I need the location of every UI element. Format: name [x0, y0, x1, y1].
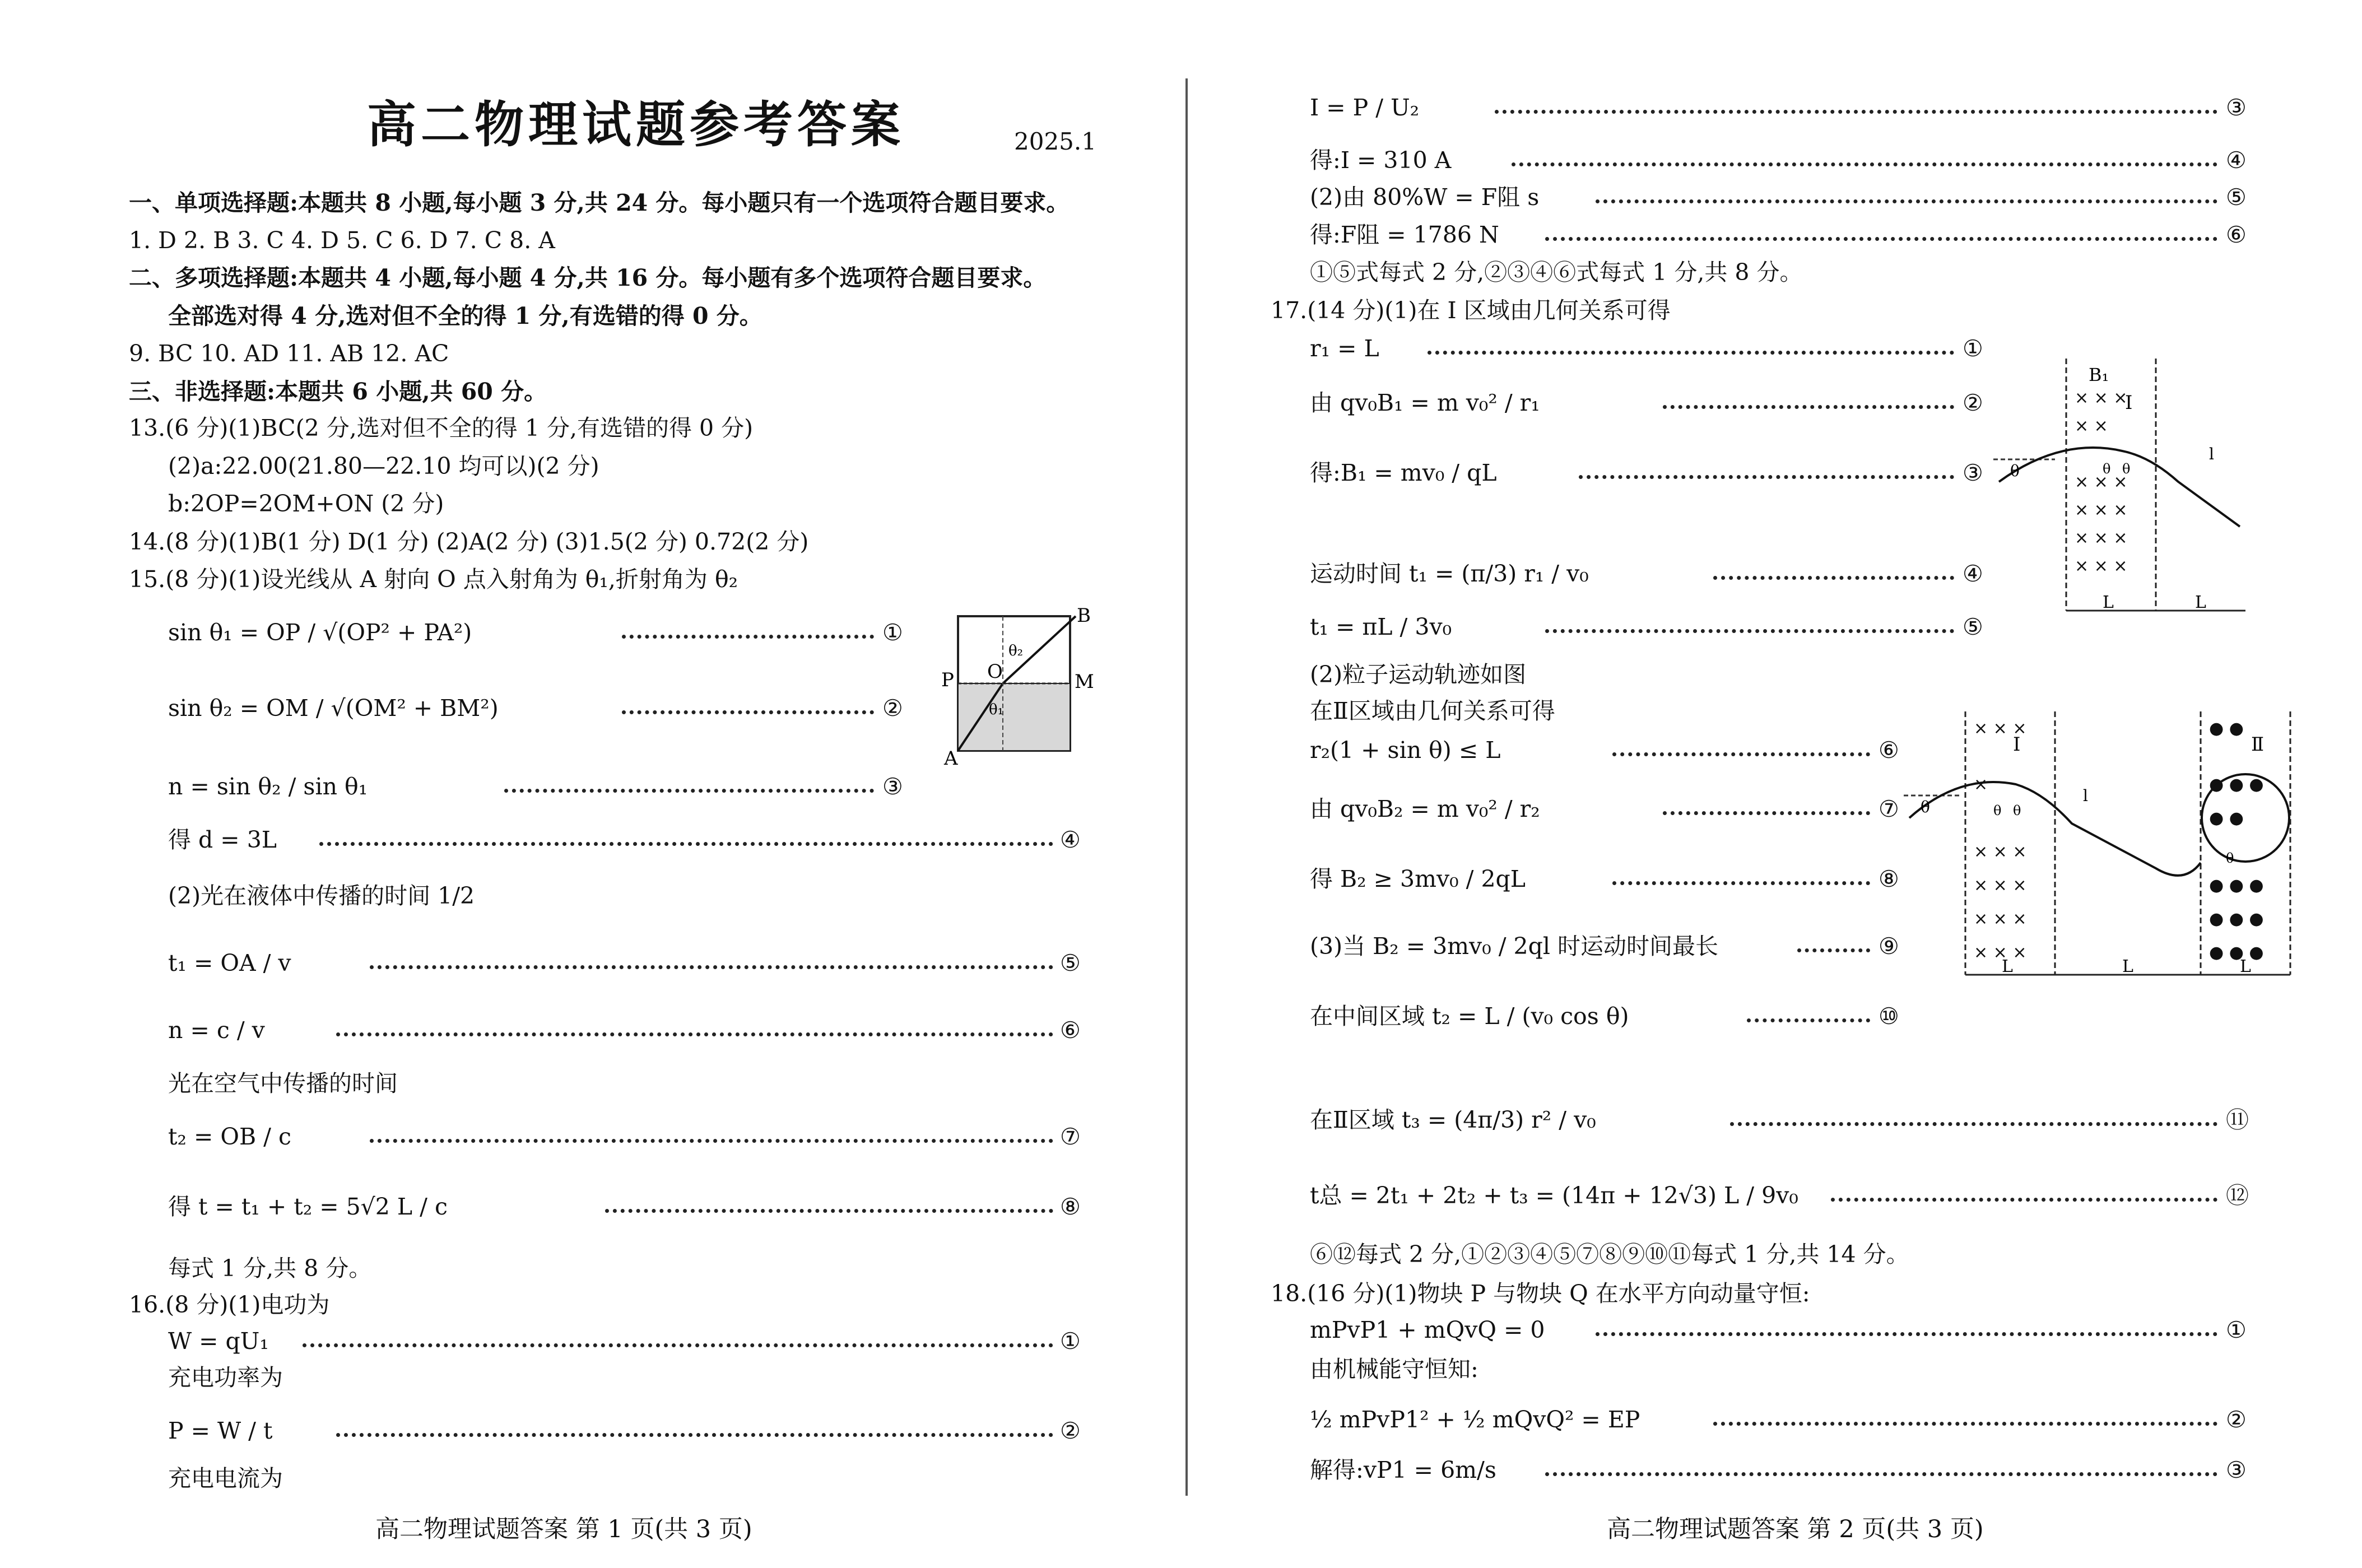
label-B: B	[1077, 605, 1091, 627]
page2-leader-dots-26	[1545, 1472, 2217, 1476]
page1-line-14: n = sin θ₂ / sin θ₁	[168, 773, 368, 800]
page2-equation-number-25: ②	[2226, 1406, 2247, 1433]
page1-leader-dots-14	[504, 789, 874, 793]
page2-leader-dots-15	[1663, 811, 1870, 815]
page2-line-12: (2)粒子运动轨迹如图	[1310, 661, 1527, 688]
page2-leader-dots-10	[1713, 576, 1954, 580]
page2-equation-number-26: ③	[2226, 1457, 2247, 1483]
page1-leader-dots-13	[622, 710, 874, 714]
page1-equation-number-13: ②	[882, 695, 903, 722]
page1-line-5: 9. BC 10. AD 11. AB 12. AC	[129, 340, 449, 367]
page2-line-18: 在中间区域 t₂ = L / (v₀ cos θ)	[1310, 1003, 1629, 1030]
page2-line-19: 在Ⅱ区域 t₃ = (4π/3) r² / v₀	[1310, 1106, 1596, 1133]
page2-leader-dots-23	[1596, 1332, 2217, 1336]
svg-text:× ×: × ×	[2075, 416, 2108, 436]
svg-text:× × ×: × × ×	[1974, 842, 2027, 862]
magnetic-field-diagram-2	[1904, 700, 2307, 992]
page1-equation-number-17: ⑤	[1060, 950, 1081, 976]
page1-line-17: t₁ = OA / v	[168, 950, 291, 976]
label-theta2: θ₂	[1008, 643, 1024, 659]
svg-text:● ● ●: ● ● ●	[2209, 909, 2264, 929]
page1-line-25: 充电功率为	[168, 1364, 283, 1391]
page2-leader-dots-1	[1495, 110, 2217, 114]
page1-leader-dots-24	[303, 1343, 1053, 1347]
page1-equation-number-18: ⑥	[1060, 1017, 1081, 1044]
page1-line-27: 充电电流为	[168, 1465, 283, 1492]
page1-line-4: 全部选对得 4 分,选对但不全的得 1 分,有选错的得 0 分。	[168, 303, 762, 329]
magnetic-field-diagram-1	[1988, 347, 2301, 627]
answer-page-2	[1181, 0, 2362, 1568]
page2-leader-dots-17	[1797, 948, 1870, 952]
page1-line-2: 1. D 2. B 3. C 4. D 5. C 6. D 7. C 8. A	[129, 227, 555, 254]
page2-equation-number-11: ⑤	[1963, 613, 1983, 640]
page2-line-6: 17.(14 分)(1)在 I 区域由几何关系可得	[1271, 297, 1671, 324]
page1-line-15: 得 d = 3L	[168, 826, 277, 853]
svg-text:θ: θ	[2226, 850, 2234, 866]
page1-leader-dots-12	[622, 635, 874, 639]
page2-equation-number-9: ③	[1963, 459, 1983, 486]
svg-text:I: I	[2013, 733, 2021, 756]
page1-footer: 高二物理试题答案 第 1 页(共 3 页)	[375, 1515, 752, 1543]
page1-line-21: 得 t = t₁ + t₂ = 5√2 L / c	[168, 1193, 448, 1220]
svg-text:× × ×: × × ×	[2075, 388, 2128, 408]
page2-equation-number-2: ④	[2226, 147, 2247, 174]
page1-leader-dots-17	[370, 965, 1053, 969]
svg-text:θ: θ	[2103, 461, 2111, 477]
svg-text:● ● ●: ● ● ●	[2209, 943, 2264, 962]
page2-line-15: 由 qv₀B₂ = m v₀² / r₂	[1310, 795, 1540, 822]
page2-leader-dots-2	[1512, 162, 2217, 166]
page2-equation-number-4: ⑥	[2226, 221, 2247, 248]
page2-equation-number-16: ⑧	[1879, 866, 1899, 892]
page2-leader-dots-8	[1663, 405, 1954, 409]
page2-equation-number-1: ③	[2226, 94, 2247, 121]
svg-text:× × ×: × × ×	[1974, 719, 2027, 738]
page2-line-23: mPvP1 + mQvQ = 0	[1310, 1316, 1545, 1343]
page1-line-13: sin θ₂ = OM / √(OM² + BM²)	[168, 695, 499, 722]
page1-line-19: 光在空气中传播的时间	[168, 1070, 398, 1097]
page2-line-26: 解得:vP1 = 6m/s	[1310, 1457, 1496, 1483]
page1-equation-number-20: ⑦	[1060, 1123, 1081, 1150]
page2-line-22: 18.(16 分)(1)物块 P 与物块 Q 在水平方向动量守恒:	[1271, 1280, 1810, 1307]
page2-equation-number-3: ⑤	[2226, 184, 2247, 211]
svg-text:×: ×	[1974, 775, 1988, 794]
svg-text:L: L	[2002, 957, 2013, 976]
page2-line-11: t₁ = πL / 3v₀	[1310, 613, 1452, 640]
svg-text:● ●: ● ●	[2209, 808, 2244, 828]
page2-line-25: ½ mPvP1² + ½ mQvQ² = EP	[1310, 1406, 1640, 1433]
svg-text:l: l	[2209, 445, 2214, 463]
page2-line-2: 得:I = 310 A	[1310, 147, 1452, 174]
page2-line-7: r₁ = L	[1310, 335, 1379, 362]
page1-line-20: t₂ = OB / c	[168, 1123, 291, 1150]
svg-text:● ● ●: ● ● ●	[2209, 775, 2264, 794]
page1-leader-dots-26	[336, 1433, 1053, 1437]
page2-line-3: (2)由 80%W = F阻 s	[1310, 184, 1540, 211]
svg-text:L: L	[2240, 957, 2251, 976]
page1-line-26: P = W / t	[168, 1417, 273, 1444]
page2-equation-number-17: ⑨	[1879, 933, 1899, 960]
page1-line-18: n = c / v	[168, 1017, 265, 1044]
page1-line-9: b:2OP=2OM+ON (2 分)	[168, 490, 444, 517]
svg-text:× × ×: × × ×	[2075, 528, 2128, 548]
page2-equation-number-23: ①	[2226, 1316, 2247, 1343]
svg-text:θ: θ	[2013, 803, 2021, 818]
label-P: P	[941, 669, 954, 691]
svg-text:L: L	[2103, 593, 2114, 612]
page2-leader-dots-14	[1612, 752, 1870, 756]
page2-line-4: 得:F阻 = 1786 N	[1310, 221, 1499, 248]
page2-line-14: r₂(1 + sin θ) ≤ L	[1310, 737, 1501, 764]
page2-line-17: (3)当 B₂ = 3mv₀ / 2ql 时运动时间最长	[1310, 933, 1719, 960]
label-theta1: θ₁	[989, 701, 1004, 718]
svg-text:× × ×: × × ×	[1974, 876, 2027, 895]
page2-equation-number-20: ⑫	[2226, 1182, 2249, 1209]
page2-line-1: I = P / U₂	[1310, 94, 1420, 121]
page1-leader-dots-20	[370, 1139, 1053, 1143]
page1-line-10: 14.(8 分)(1)B(1 分) D(1 分) (2)A(2 分) (3)1.5(2 分) 0.72(2 分)	[129, 528, 809, 555]
svg-text:× × ×: × × ×	[1974, 943, 2027, 962]
page1-line-8: (2)a:22.00(21.80—22.10 均可以)(2 分)	[168, 453, 599, 480]
page2-leader-dots-19	[1730, 1122, 2217, 1126]
svg-text:× × ×: × × ×	[2075, 500, 2128, 520]
page2-equation-number-19: ⑪	[2226, 1106, 2249, 1133]
page2-leader-dots-11	[1545, 629, 1954, 633]
page1-leader-dots-18	[336, 1032, 1053, 1036]
page2-equation-number-18: ⑩	[1879, 1003, 1899, 1030]
page2-line-5: ①⑤式每式 2 分,②③④⑥式每式 1 分,共 8 分。	[1310, 259, 1803, 286]
label-M: M	[1075, 671, 1094, 693]
document-date: 2025.1	[1014, 128, 1096, 155]
page2-line-10: 运动时间 t₁ = (π/3) r₁ / v₀	[1310, 560, 1589, 587]
page1-line-7: 13.(6 分)(1)BC(2 分,选对但不全的得 1 分,有选错的得 0 分)	[129, 415, 754, 441]
svg-text:● ● ●: ● ● ●	[2209, 876, 2264, 895]
page2-line-13: 在Ⅱ区域由几何关系可得	[1310, 697, 1555, 724]
page1-leader-dots-15	[319, 842, 1053, 846]
page1-line-1: 一、单项选择题:本题共 8 小题,每小题 3 分,共 24 分。每小题只有一个选项符合题目要求。	[129, 189, 1070, 216]
page2-leader-dots-18	[1747, 1018, 1870, 1022]
svg-text:L: L	[2195, 593, 2206, 612]
page1-line-3: 二、多项选择题:本题共 4 小题,每小题 4 分,共 16 分。每小题有多个选项符合题目要求。	[129, 264, 1047, 291]
page2-line-8: 由 qv₀B₁ = m v₀² / r₁	[1310, 389, 1540, 416]
document-title: 高二物理试题参考答案	[367, 95, 905, 153]
page2-leader-dots-7	[1428, 351, 1954, 355]
liquid-area	[958, 683, 1070, 751]
svg-text:θ: θ	[1993, 803, 2002, 818]
svg-text:× × ×: × × ×	[1974, 909, 2027, 929]
page2-equation-number-8: ②	[1963, 389, 1983, 416]
page1-equation-number-24: ①	[1060, 1328, 1081, 1355]
label-O: O	[987, 660, 1003, 683]
page2-line-20: t总 = 2t₁ + 2t₂ + t₃ = (14π + 12√3) L / 9v₀	[1310, 1182, 1798, 1209]
page1-line-11: 15.(8 分)(1)设光线从 A 射向 O 点入射角为 θ₁,折射角为 θ₂	[129, 566, 738, 593]
page2-leader-dots-9	[1579, 475, 1954, 479]
page2-line-9: 得:B₁ = mv₀ / qL	[1310, 459, 1497, 486]
svg-text:I: I	[2125, 392, 2133, 414]
page2-leader-dots-4	[1545, 237, 2217, 241]
svg-text:× × ×: × × ×	[2075, 472, 2128, 492]
svg-text:B₁: B₁	[2089, 364, 2109, 385]
page2-equation-number-10: ④	[1963, 560, 1983, 587]
page2-leader-dots-3	[1596, 199, 2217, 203]
page2-line-16: 得 B₂ ≥ 3mv₀ / 2qL	[1310, 866, 1526, 892]
page1-equation-number-26: ②	[1060, 1417, 1081, 1444]
label-A: A	[944, 747, 958, 770]
page1-line-22: 每式 1 分,共 8 分。	[168, 1255, 372, 1282]
page1-equation-number-21: ⑧	[1060, 1193, 1081, 1220]
page1-line-24: W = qU₁	[168, 1328, 269, 1355]
page2-equation-number-15: ⑦	[1879, 795, 1899, 822]
page2-equation-number-7: ①	[1963, 335, 1983, 362]
page2-leader-dots-16	[1612, 881, 1870, 885]
svg-text:θ: θ	[2010, 462, 2020, 480]
page1-equation-number-14: ③	[882, 773, 903, 800]
svg-text:× × ×: × × ×	[2075, 556, 2128, 576]
svg-text:θ: θ	[1921, 798, 1930, 816]
page1-line-12: sin θ₁ = OP / √(OP² + PA²)	[168, 619, 472, 646]
svg-text:L: L	[2122, 957, 2133, 976]
page2-footer: 高二物理试题答案 第 2 页(共 3 页)	[1607, 1515, 1984, 1543]
page2-leader-dots-25	[1713, 1422, 2217, 1426]
refraction-diagram	[924, 605, 1104, 773]
page1-line-6: 三、非选择题:本题共 6 小题,共 60 分。	[129, 378, 547, 405]
page2-line-21: ⑥⑫每式 2 分,①②③④⑤⑦⑧⑨⑩⑪每式 1 分,共 14 分。	[1310, 1241, 1909, 1268]
svg-text:Ⅱ: Ⅱ	[2251, 733, 2265, 756]
page1-line-23: 16.(8 分)(1)电功为	[129, 1291, 330, 1318]
page1-equation-number-15: ④	[1060, 826, 1081, 853]
svg-text:θ: θ	[2122, 461, 2131, 477]
svg-text:l: l	[2083, 787, 2088, 805]
svg-text:● ●: ● ●	[2209, 719, 2244, 738]
page1-line-16: (2)光在液体中传播的时间 1/2	[168, 882, 475, 909]
page1-leader-dots-21	[605, 1209, 1053, 1213]
page2-line-24: 由机械能守恒知:	[1310, 1356, 1478, 1383]
page2-leader-dots-20	[1831, 1198, 2217, 1202]
page2-equation-number-14: ⑥	[1879, 737, 1899, 764]
page1-equation-number-12: ①	[882, 619, 903, 646]
